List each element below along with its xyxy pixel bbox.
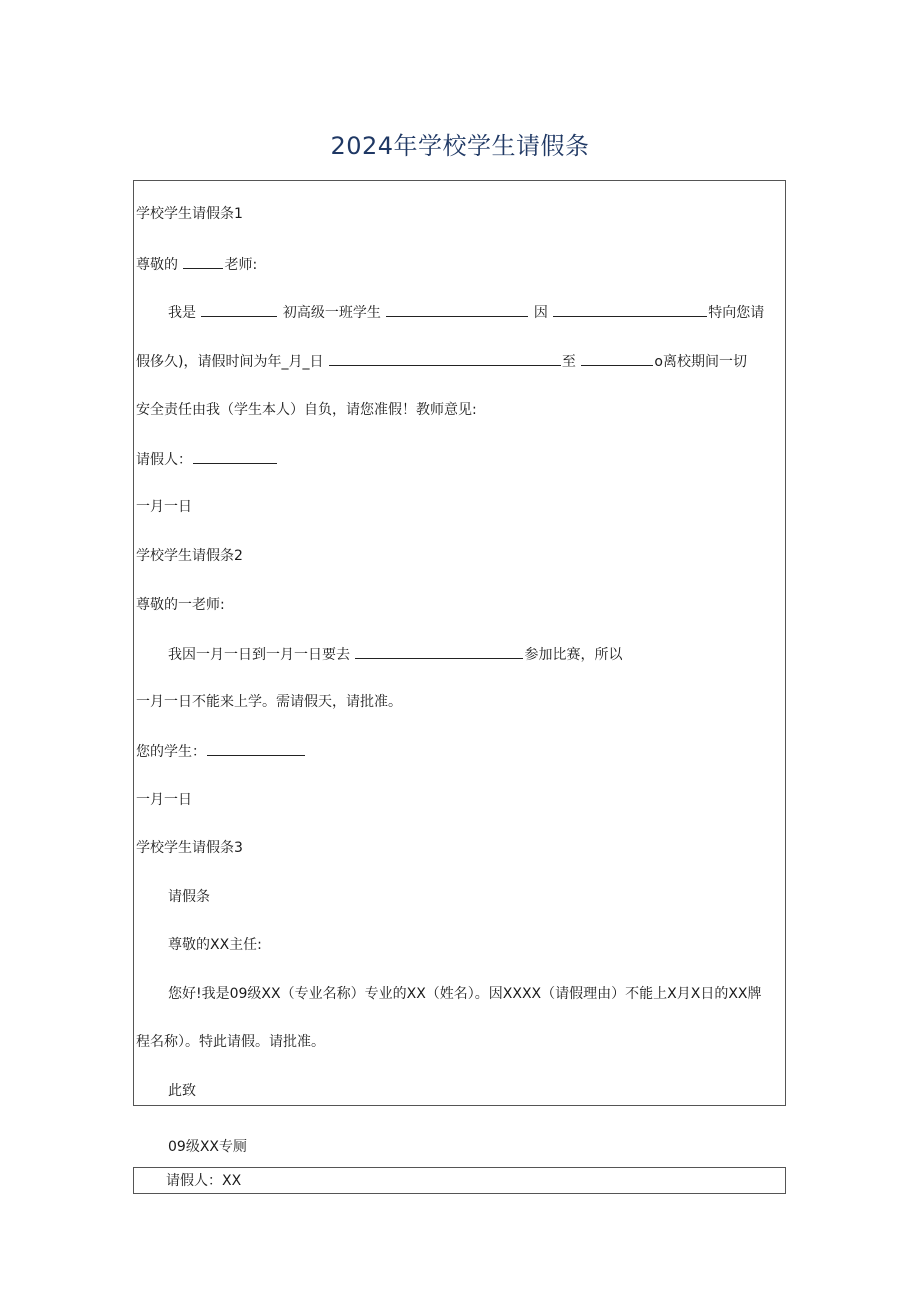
section-3-requester: 请假人：XX xyxy=(166,1173,242,1189)
text-segment: 我是 xyxy=(168,305,196,321)
section-3-closing: 此致 xyxy=(168,1083,196,1099)
text-segment: 至 xyxy=(561,354,576,370)
requester-blank xyxy=(193,449,277,464)
requester-label: 请假人： xyxy=(136,452,192,468)
event-blank xyxy=(355,644,523,659)
text-segment: 初高级一班学生 xyxy=(282,305,381,321)
text-segment: 特向您请 xyxy=(708,305,765,321)
section-2-paragraph-2: 一月一日不能来上学。需请假天，请批准。 xyxy=(136,694,402,710)
section-2-heading: 学校学生请假条2 xyxy=(136,548,243,564)
section-1-paragraph-3: 安全责任由我（学生本人）自负，请您准假！教师意见: xyxy=(136,402,477,418)
text-segment: 参加比赛，所以 xyxy=(524,647,623,663)
section-3-heading: 学校学生请假条3 xyxy=(136,840,243,856)
text-segment: 假侈久)，请假时间为年_月_日 xyxy=(136,354,324,370)
section-1-salutation xyxy=(136,254,257,275)
section-1-paragraph-1 xyxy=(168,302,764,323)
end-date-blank xyxy=(581,351,653,366)
page-title: 2024年学校学生请假条 xyxy=(330,132,590,160)
student-label: 您的学生： xyxy=(136,744,206,760)
reason-blank xyxy=(553,302,707,317)
section-3-paragraph-1: 您好!我是09级XX（专业名称）专业的XX（姓名）。因XXXX（请假理由）不能上X月X日的XX牌 xyxy=(168,986,762,1002)
section-2-student xyxy=(136,741,306,762)
text-segment: 我因一月一日到一月一日要去 xyxy=(168,647,350,663)
date-blank xyxy=(329,351,561,366)
section-3-class-line: 09级XX专厕 xyxy=(168,1139,247,1155)
section-1-paragraph-2 xyxy=(136,351,747,372)
student-blank xyxy=(386,302,528,317)
section-1-date: 一月一日 xyxy=(136,499,192,515)
salutation-suffix: 老师: xyxy=(224,257,258,273)
section-3-subtitle: 请假条 xyxy=(168,889,210,905)
text-segment: o离校期间一切 xyxy=(654,354,747,370)
section-1-requester xyxy=(136,449,278,470)
salutation-prefix: 尊敬的 xyxy=(136,257,178,273)
teacher-name-blank xyxy=(183,254,223,269)
student-blank xyxy=(207,741,305,756)
section-1-heading: 学校学生请假条1 xyxy=(136,206,243,222)
name-blank xyxy=(201,302,277,317)
section-2-paragraph-1 xyxy=(168,644,622,665)
section-3-salutation: 尊敬的XX主任: xyxy=(168,937,262,953)
section-3-paragraph-2: 程名称）。特此请假。请批准。 xyxy=(136,1034,325,1050)
text-segment: 因 xyxy=(533,305,548,321)
section-2-salutation: 尊敬的一老师: xyxy=(136,597,225,613)
section-2-date: 一月一日 xyxy=(136,792,192,808)
